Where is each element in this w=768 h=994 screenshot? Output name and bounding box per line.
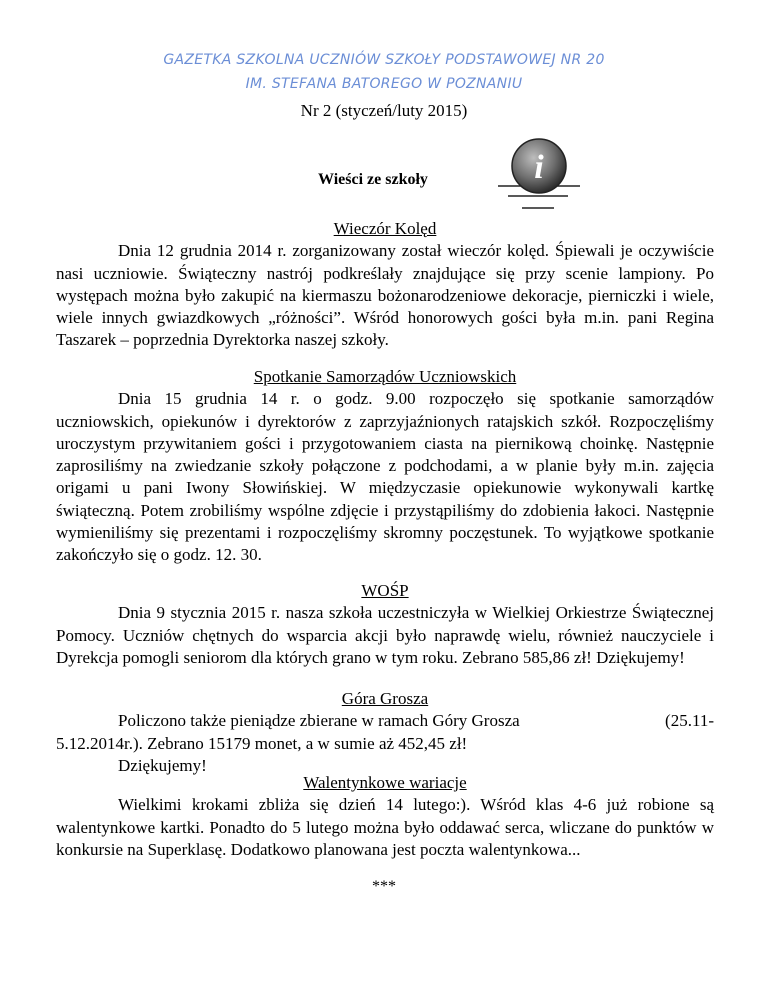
section-title: Wieści ze szkoły <box>318 171 428 188</box>
article-line <box>56 710 714 732</box>
article-title: WOŚP <box>361 581 409 600</box>
article-walentynkowe-wariacje <box>56 772 714 861</box>
article-title: Góra Grosza <box>341 689 429 708</box>
masthead-line-1: GAZETKA SZKOLNA UCZNIÓW SZKOŁY PODSTAWOWEJ NR 20 <box>163 52 605 68</box>
article-title: Wieczór Kolęd <box>333 219 437 238</box>
article-wieczor-koled <box>56 218 714 352</box>
info-icon-letter: i <box>534 149 544 186</box>
article-body: Dnia 9 stycznia 2015 r. nasza szkoła uczestniczyła w Wielkiej Orkiestrze Świątecznej Pomocy. Uczniów chętnych do wsparcia akcji było naprawdę wielu, również nauczyciele i Dyrekcja pomogli seniorom dla których grano w tym roku. Zebrano 585,86 zł! Dziękujemy! <box>56 603 714 667</box>
article-text-right: (25.11- <box>665 711 714 731</box>
article-text-left: Policzono także pieniądze zbierane w ramach Góry Grosza <box>118 711 520 731</box>
issue-number: Nr 2 (styczeń/luty 2015) <box>300 101 468 120</box>
article-body: Dnia 12 grudnia 2014 r. zorganizowany został wieczór kolęd. Śpiewali je oczywiście nasi uczniowie. Świąteczny nastrój podkreślały znajdujące się przy scenie lampiony. Po występach można było zakupić na kiermaszu bożonarodzeniowe dekoracje, pierniczki i wiele, wiele innych gwiazdkowych „różności”. Wśród honorowych gości była m.in. pani Regina Taszarek – poprzednia Dyrektorka naszej szkoły. <box>56 241 714 350</box>
article-body: Dnia 15 grudnia 14 r. o godz. 9.00 rozpoczęło się spotkanie samorządów uczniowskich, opiekunów i dyrektorów z zaprzyjaźnionych ratajskich szkół. Rozpoczęliśmy uroczystym przywitaniem gości i przygotowaniem ciasta na piernikową choinkę. Następnie zaprosiliśmy na zwiedzanie szkoły połączone z podchodami, a w planie były m.in. zajęcia origami u pani Iwony Słowińskiej. W międzyczasie opiekunowie wykonywali kartkę świąteczną. Potem zrobiliśmy wspólne zdjęcie i przystąpiliśmy do zdobienia łakoci. Następnie wymieniliśmy się prezentami i rozpoczęliśmy skromny poczęstunek. To wyjątkowe spotkanie zakończyło się o godz. 12. 30. <box>56 389 714 565</box>
article-gora-grosza <box>56 688 714 777</box>
article-spotkanie-samorzadow <box>56 366 714 567</box>
info-icon <box>498 136 580 218</box>
article-title: Walentynkowe wariacje <box>303 773 467 792</box>
article-line: Dziękujemy! <box>118 755 207 775</box>
masthead-line-2: IM. STEFANA BATOREGO W POZNANIU <box>245 76 523 92</box>
article-wosp <box>56 580 714 669</box>
section-separator: *** <box>372 878 396 895</box>
article-title: Spotkanie Samorządów Uczniowskich <box>253 367 517 386</box>
article-body: Wielkimi krokami zbliża się dzień 14 lutego:). Wśród klas 4-6 już robione są walentynkowe kartki. Ponadto do 5 lutego można było oddawać serca, wliczane do punktów w konkursie na Superklasę. Dodatkowo planowana jest poczta walentynkowa... <box>56 795 714 859</box>
article-line: 5.12.2014r.). Zebrano 15179 monet, a w sumie aż 452,45 zł! <box>56 733 468 753</box>
